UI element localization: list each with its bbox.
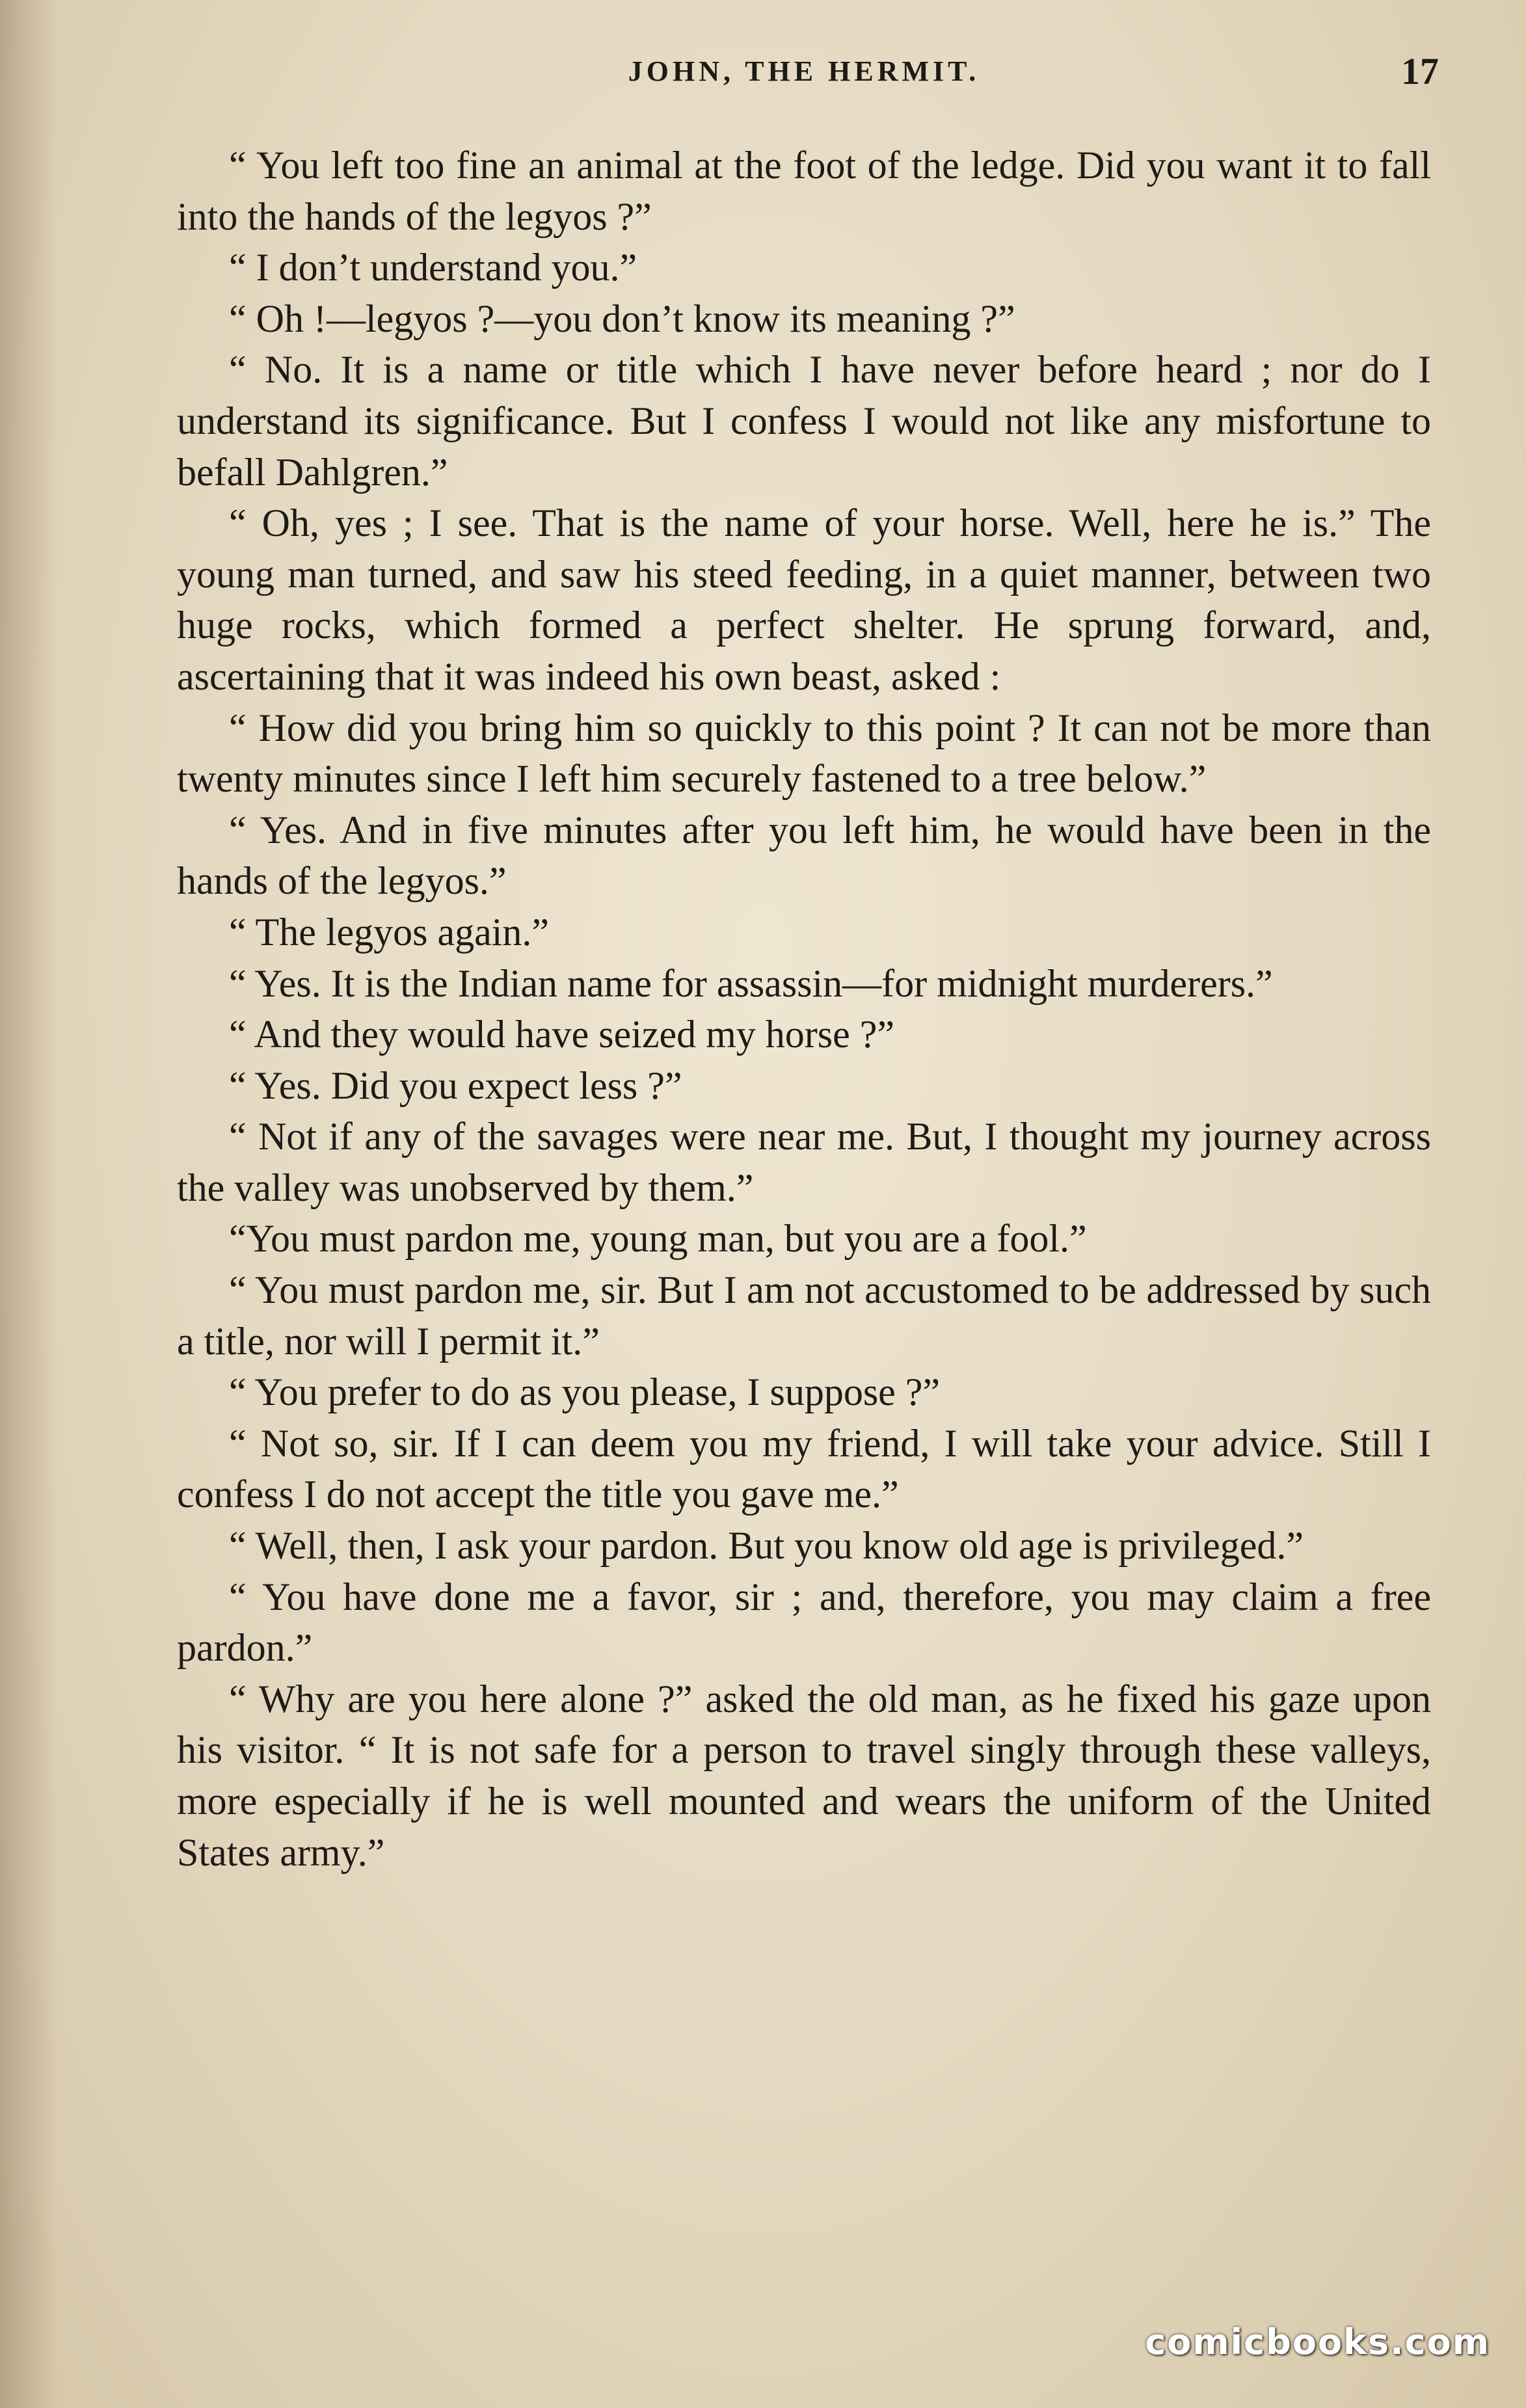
paragraph: “ You have done me a favor, sir ; and, therefore, you may claim a free pardon.” — [177, 1575, 1431, 1670]
body-text — [177, 140, 1431, 1878]
paragraph: “ The legyos again.” — [229, 910, 550, 954]
paragraph: “ Well, then, I ask your pardon. But you know old age is privileged.” — [229, 1524, 1304, 1568]
site-watermark: comicbooks.com — [1145, 2321, 1490, 2362]
paragraph: “ And they would have seized my horse ?” — [229, 1013, 895, 1056]
paragraph: “ Oh, yes ; I see. That is the name of your horse. Well, here he is.” The young man turned, and saw his steed feeding, in a quiet manner, between two huge rocks, which formed a perfect shelter. He sprung forward, and, ascertaining that it was indeed his own beast, asked : — [177, 502, 1431, 698]
paragraph: “ How did you bring him so quickly to this point ? It can not be more than twenty minutes since I left him securely fastened to a tree below.” — [177, 706, 1431, 801]
paragraph: “You must pardon me, young man, but you are a fool.” — [229, 1217, 1087, 1261]
paragraph: “ No. It is a name or title which I have never before heard ; nor do I understand its significance. But I confess I would not like any misfortune to befall Dahlgren.” — [177, 348, 1431, 494]
page-number: 17 — [1401, 50, 1439, 92]
paragraph: “ Why are you here alone ?” asked the old man, as he fixed his gaze upon his visitor. “ It is not safe for a person to travel singly through these valleys, more especially if he is well mounted and wears the uniform of the United States army.” — [177, 1677, 1431, 1874]
paragraph: “ Not so, sir. If I can deem you my friend, I will take your advice. Still I confess I do not accept the title you gave me.” — [177, 1421, 1431, 1516]
page-header — [177, 46, 1439, 98]
paragraph: “ Yes. Did you expect less ?” — [229, 1064, 682, 1107]
paragraph: “ Oh !—legyos ?—you don’t know its meaning ?” — [229, 297, 1015, 340]
paragraph: “ Not if any of the savages were near me. But, I thought my journey across the valley was unobserved by them.” — [177, 1115, 1431, 1209]
paragraph: “ Yes. And in five minutes after you left him, he would have been in the hands of the legyos.” — [177, 808, 1431, 903]
paragraph: “ Yes. It is the Indian name for assassin—for midnight murderers.” — [229, 961, 1273, 1005]
page-gutter-shadow — [0, 0, 59, 2408]
paragraph: “ You left too fine an animal at the foot of the ledge. Did you want it to fall into the hands of the legyos ?” — [177, 144, 1431, 238]
paragraph: “ I don’t understand you.” — [229, 246, 637, 289]
paragraph: “ You must pardon me, sir. But I am not accustomed to be addressed by such a title, nor will I permit it.” — [177, 1268, 1431, 1363]
running-head: JOHN, THE HERMIT. — [628, 55, 980, 87]
paragraph: “ You prefer to do as you please, I suppose ?” — [229, 1371, 941, 1414]
